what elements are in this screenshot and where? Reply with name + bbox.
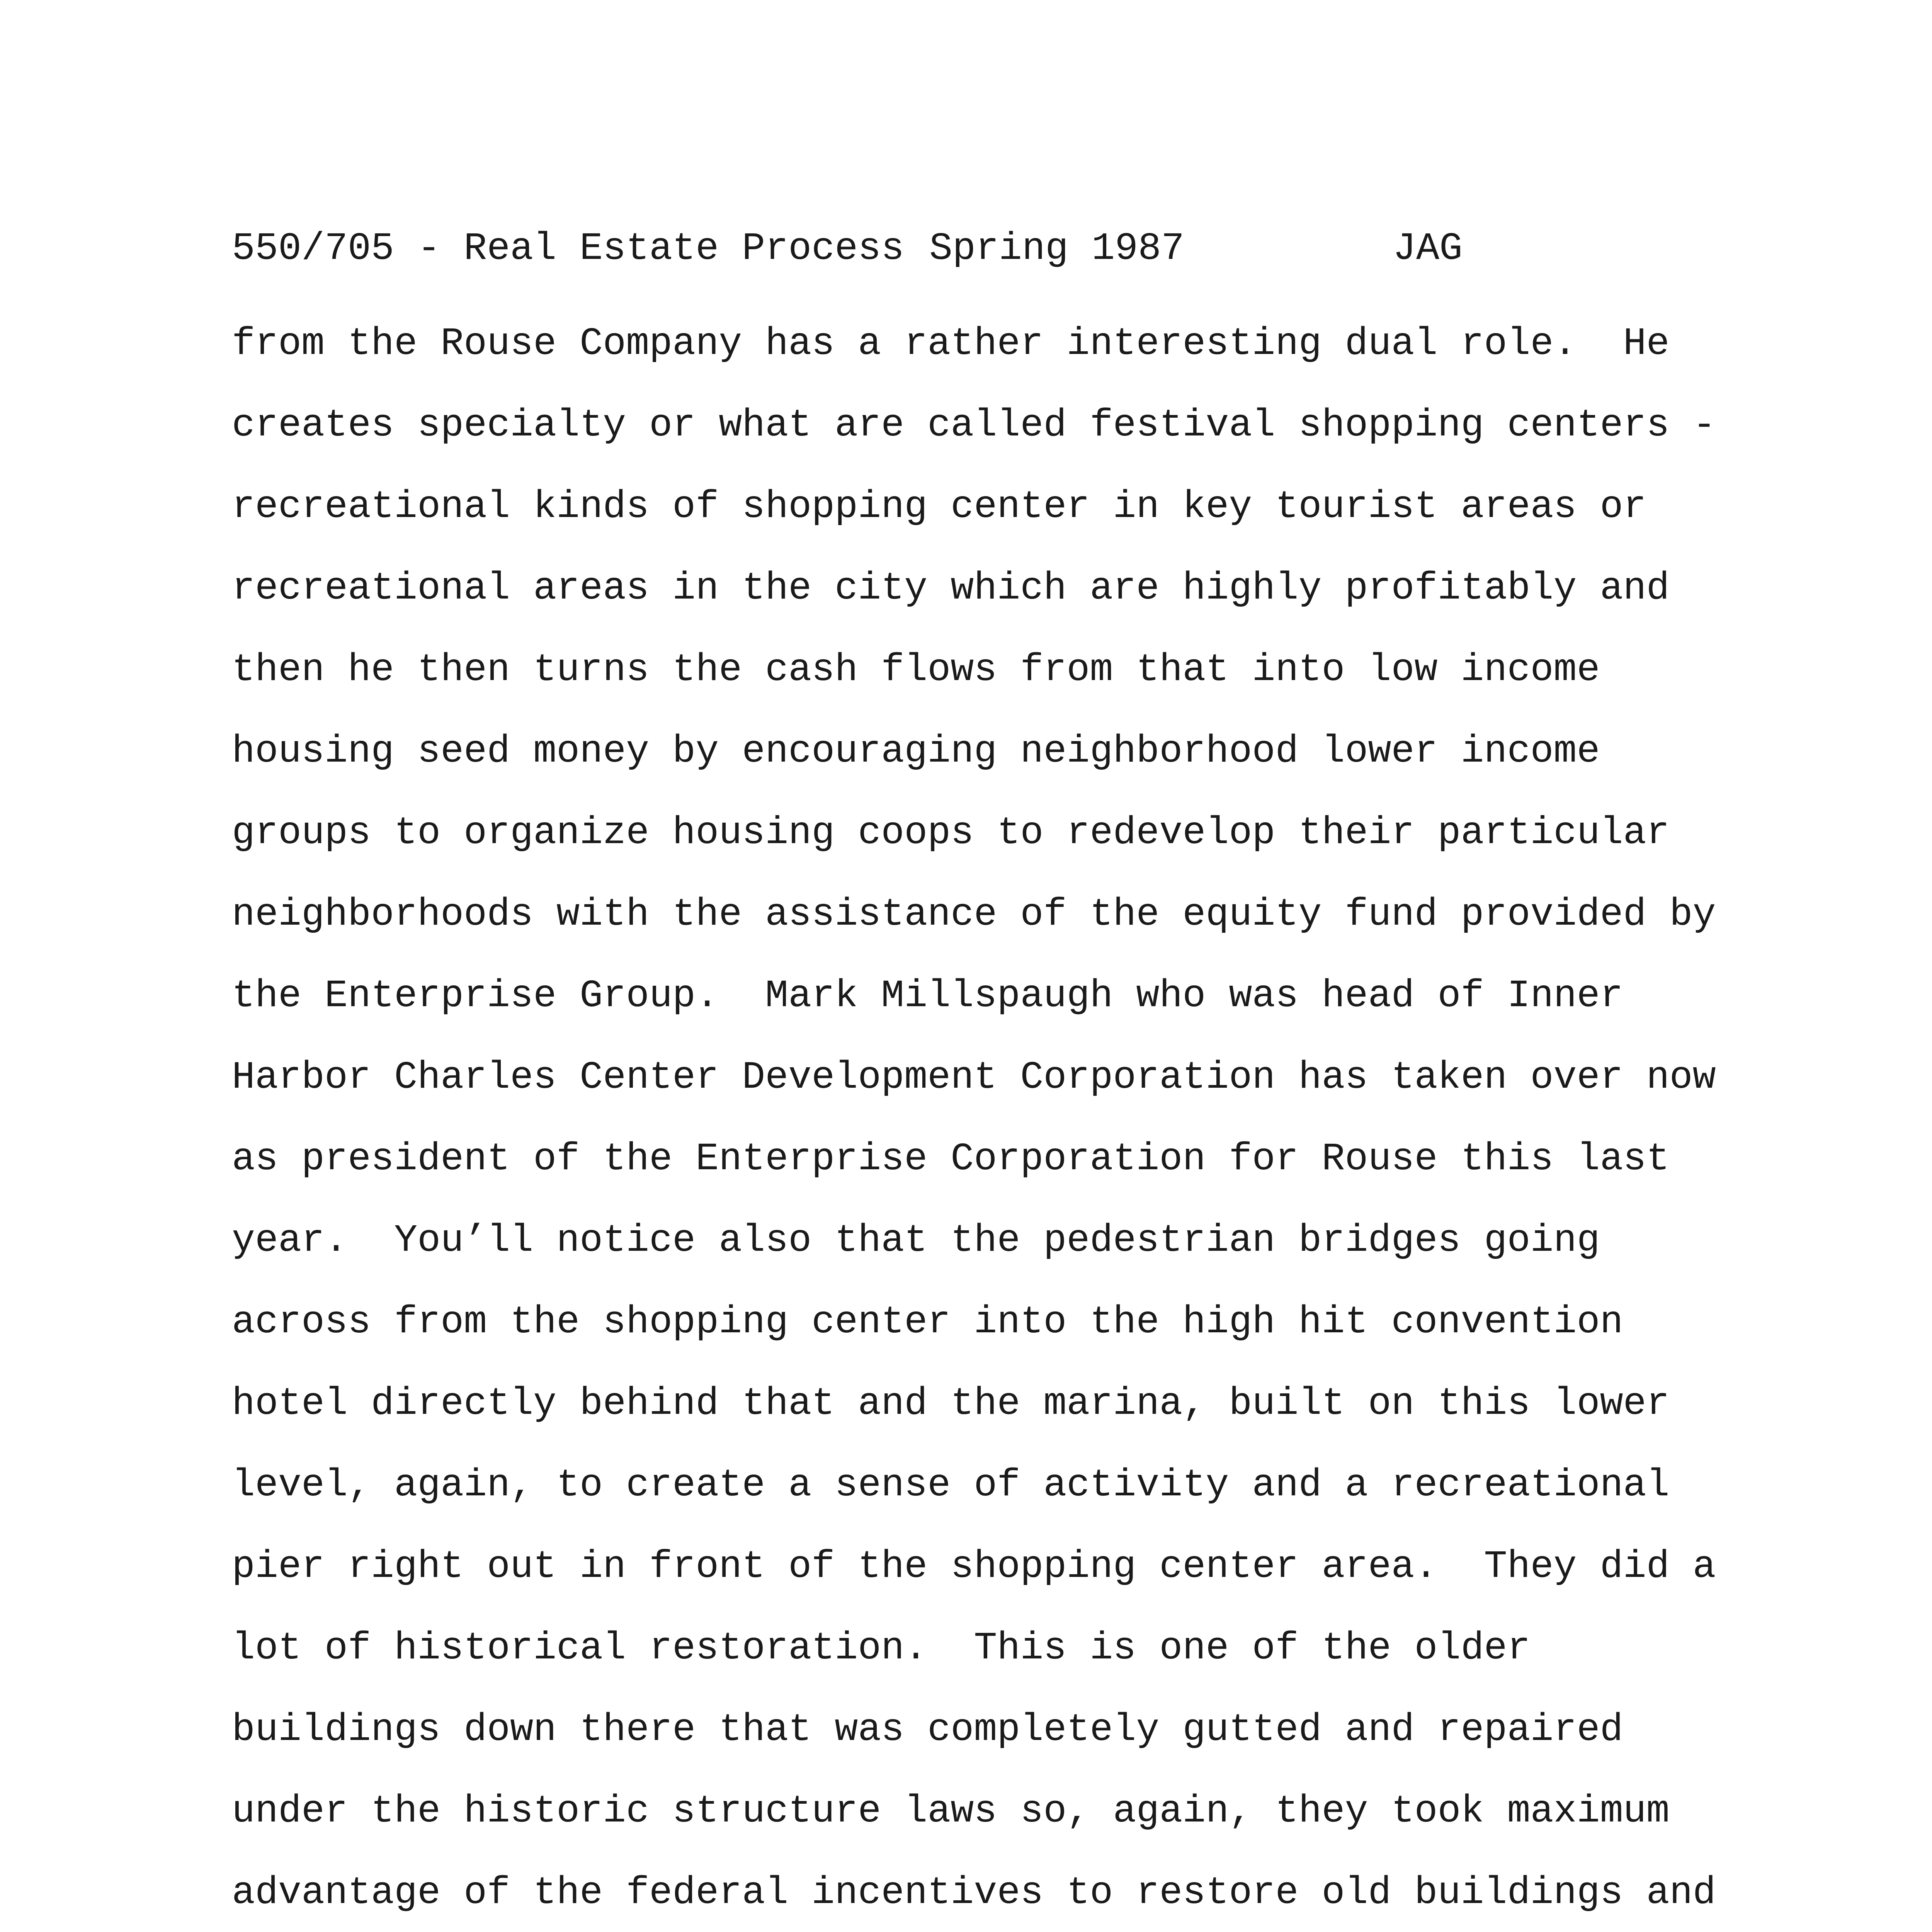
text-line: recreational kinds of shopping center in key tourist areas or [232, 485, 1646, 529]
text-line: then he then turns the cash flows from that into low income [232, 648, 1600, 692]
author-initials: JAG [1393, 227, 1463, 271]
text-line: as president of the Enterprise Corporation for Rouse this last [232, 1138, 1670, 1181]
text-line: lot of historical restoration. This is one of the older [232, 1627, 1531, 1670]
page-header [232, 222, 1463, 276]
text-line: neighborhoods with the assistance of the equity fund provided by [232, 893, 1716, 937]
course-title: 550/705 - Real Estate Process [232, 227, 905, 271]
text-line: across from the shopping center into the high hit convention [232, 1301, 1623, 1344]
text-line: recreational areas in the city which are highly profitably and [232, 567, 1670, 611]
text-line: housing seed money by encouraging neighborhood lower income [232, 730, 1600, 774]
text-line: hotel directly behind that and the marina, built on this lower [232, 1382, 1670, 1426]
text-line: groups to organize housing coops to redevelop their particular [232, 811, 1670, 855]
text-line: Harbor Charles Center Development Corporation has taken over now [232, 1056, 1716, 1100]
text-line: advantage of the federal incentives to restore old buildings and [232, 1871, 1716, 1915]
text-line: buildings down there that was completely gutted and repaired [232, 1708, 1623, 1752]
term-label: Spring 1987 [929, 227, 1185, 271]
text-line: year. You’ll notice also that the pedestrian bridges going [232, 1219, 1600, 1263]
text-line: creates specialty or what are called festival shopping centers - [232, 404, 1716, 447]
text-line: the Enterprise Group. Mark Millspaugh who was head of Inner [232, 975, 1623, 1018]
text-line: level, again, to create a sense of activity and a recreational [232, 1464, 1670, 1507]
transcript-body [232, 303, 1777, 1932]
text-line: from the Rouse Company has a rather interesting dual role. He [232, 322, 1670, 366]
text-line: pier right out in front of the shopping center area. They did a [232, 1545, 1716, 1589]
text-line: under the historic structure laws so, again, they took maximum [232, 1790, 1670, 1833]
